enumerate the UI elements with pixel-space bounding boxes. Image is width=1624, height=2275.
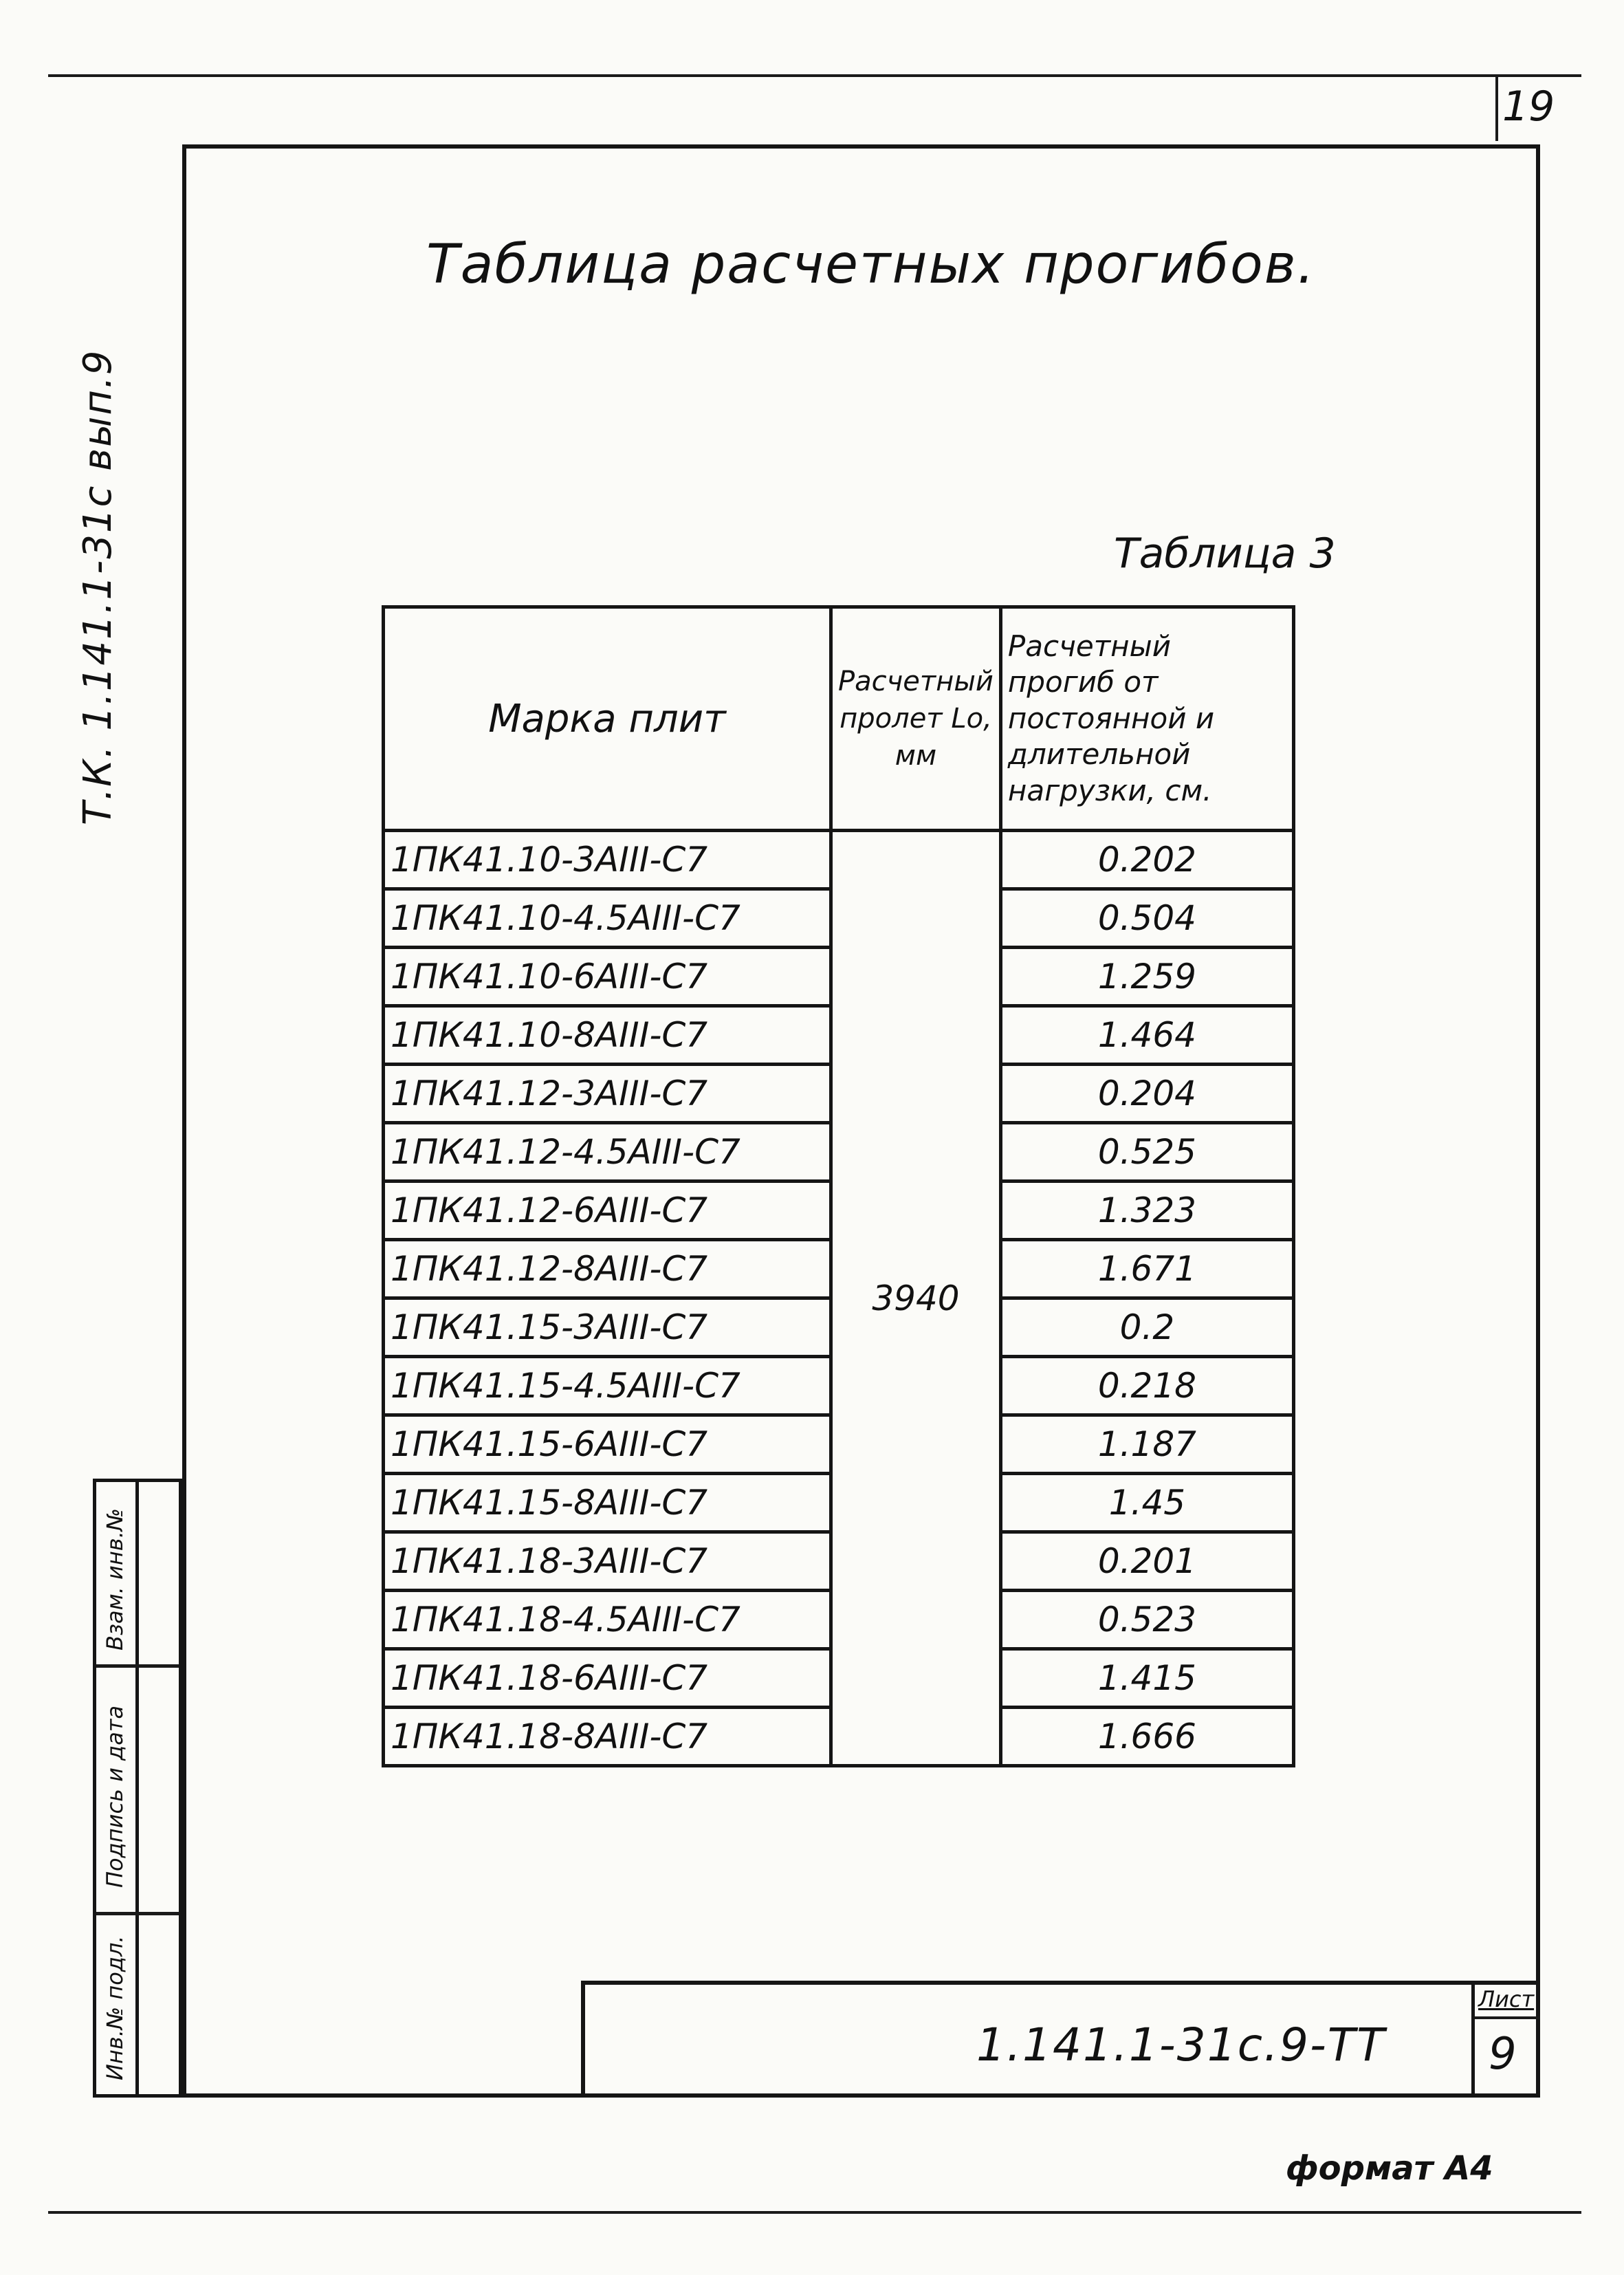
row-deflection: 1.464 — [1000, 1006, 1293, 1065]
side-document-code: Т.К. 1.141.1-31с вып.9 — [76, 349, 120, 825]
row-deflection: 0.523 — [1000, 1591, 1293, 1649]
row-mark: 1ПК41.12-8АIII-С7 — [384, 1240, 831, 1298]
row-mark: 1ПК41.18-8АIII-С7 — [384, 1708, 831, 1766]
row-deflection: 1.259 — [1000, 948, 1293, 1006]
row-mark: 1ПК41.12-6АIII-С7 — [384, 1182, 831, 1240]
row-mark: 1ПК41.18-4.5АIII-С7 — [384, 1591, 831, 1649]
row-deflection: 0.204 — [1000, 1065, 1293, 1123]
bottom-rule — [48, 2211, 1581, 2214]
sheet-number: 9 — [1489, 2029, 1517, 2080]
deflection-table — [382, 605, 1295, 1767]
row-deflection: 0.2 — [1000, 1298, 1293, 1357]
row-deflection: 0.202 — [1000, 831, 1293, 889]
sheet-box-divider — [1475, 2016, 1540, 2019]
approval-stamp — [93, 1479, 182, 2098]
row-mark: 1ПК41.15-6АIII-С7 — [384, 1415, 831, 1474]
row-deflection: 0.218 — [1000, 1357, 1293, 1415]
table-header-row — [384, 607, 1294, 831]
stamp-signature-date: Подпись и дата — [102, 1705, 128, 1888]
document-code: 1.141.1-31с.9-ТТ — [976, 2018, 1386, 2071]
row-mark: 1ПК41.10-3АIII-С7 — [384, 831, 831, 889]
row-mark: 1ПК41.18-6АIII-С7 — [384, 1649, 831, 1708]
row-deflection: 0.201 — [1000, 1532, 1293, 1591]
stamp-divider — [96, 1912, 179, 1915]
row-mark: 1ПК41.10-6АIII-С7 — [384, 948, 831, 1006]
row-deflection: 0.504 — [1000, 889, 1293, 948]
stamp-divider — [96, 1664, 179, 1668]
span-value: 3940 — [831, 831, 1001, 1766]
header-mark: Марка плит — [384, 607, 831, 831]
corner-sheet-number: 19 — [1502, 83, 1555, 131]
row-mark: 1ПК41.18-3АIII-С7 — [384, 1532, 831, 1591]
row-mark: 1ПК41.10-4.5АIII-С7 — [384, 889, 831, 948]
row-deflection: 1.666 — [1000, 1708, 1293, 1766]
stamp-inv-replace: Взам. инв.№ — [102, 1507, 128, 1651]
row-deflection: 0.525 — [1000, 1123, 1293, 1182]
row-mark: 1ПК41.15-8АIII-С7 — [384, 1474, 831, 1532]
table-row — [384, 831, 1294, 889]
header-span: Расчетный пролет Lo, мм — [831, 607, 1001, 831]
row-mark: 1ПК41.12-3АIII-С7 — [384, 1065, 831, 1123]
page-title: Таблица расчетных прогибов. — [426, 234, 1316, 296]
row-deflection: 1.45 — [1000, 1474, 1293, 1532]
row-deflection: 1.323 — [1000, 1182, 1293, 1240]
header-deflection: Расчетный прогиб от постоянной и длительной нагрузки, см. — [1000, 607, 1293, 831]
sheet-label: Лист — [1478, 1986, 1535, 2012]
row-mark: 1ПК41.12-4.5АIII-С7 — [384, 1123, 831, 1182]
stamp-inv-orig: Инв.№ подл. — [102, 1935, 128, 2080]
top-rule — [48, 74, 1581, 77]
format-label: формат А4 — [1286, 2149, 1493, 2188]
table-label: Таблица 3 — [1114, 530, 1336, 578]
row-deflection: 1.187 — [1000, 1415, 1293, 1474]
corner-tick — [1495, 76, 1498, 141]
row-mark: 1ПК41.15-4.5АIII-С7 — [384, 1357, 831, 1415]
row-mark: 1ПК41.10-8АIII-С7 — [384, 1006, 831, 1065]
row-deflection: 1.415 — [1000, 1649, 1293, 1708]
row-mark: 1ПК41.15-3АIII-С7 — [384, 1298, 831, 1357]
row-deflection: 1.671 — [1000, 1240, 1293, 1298]
